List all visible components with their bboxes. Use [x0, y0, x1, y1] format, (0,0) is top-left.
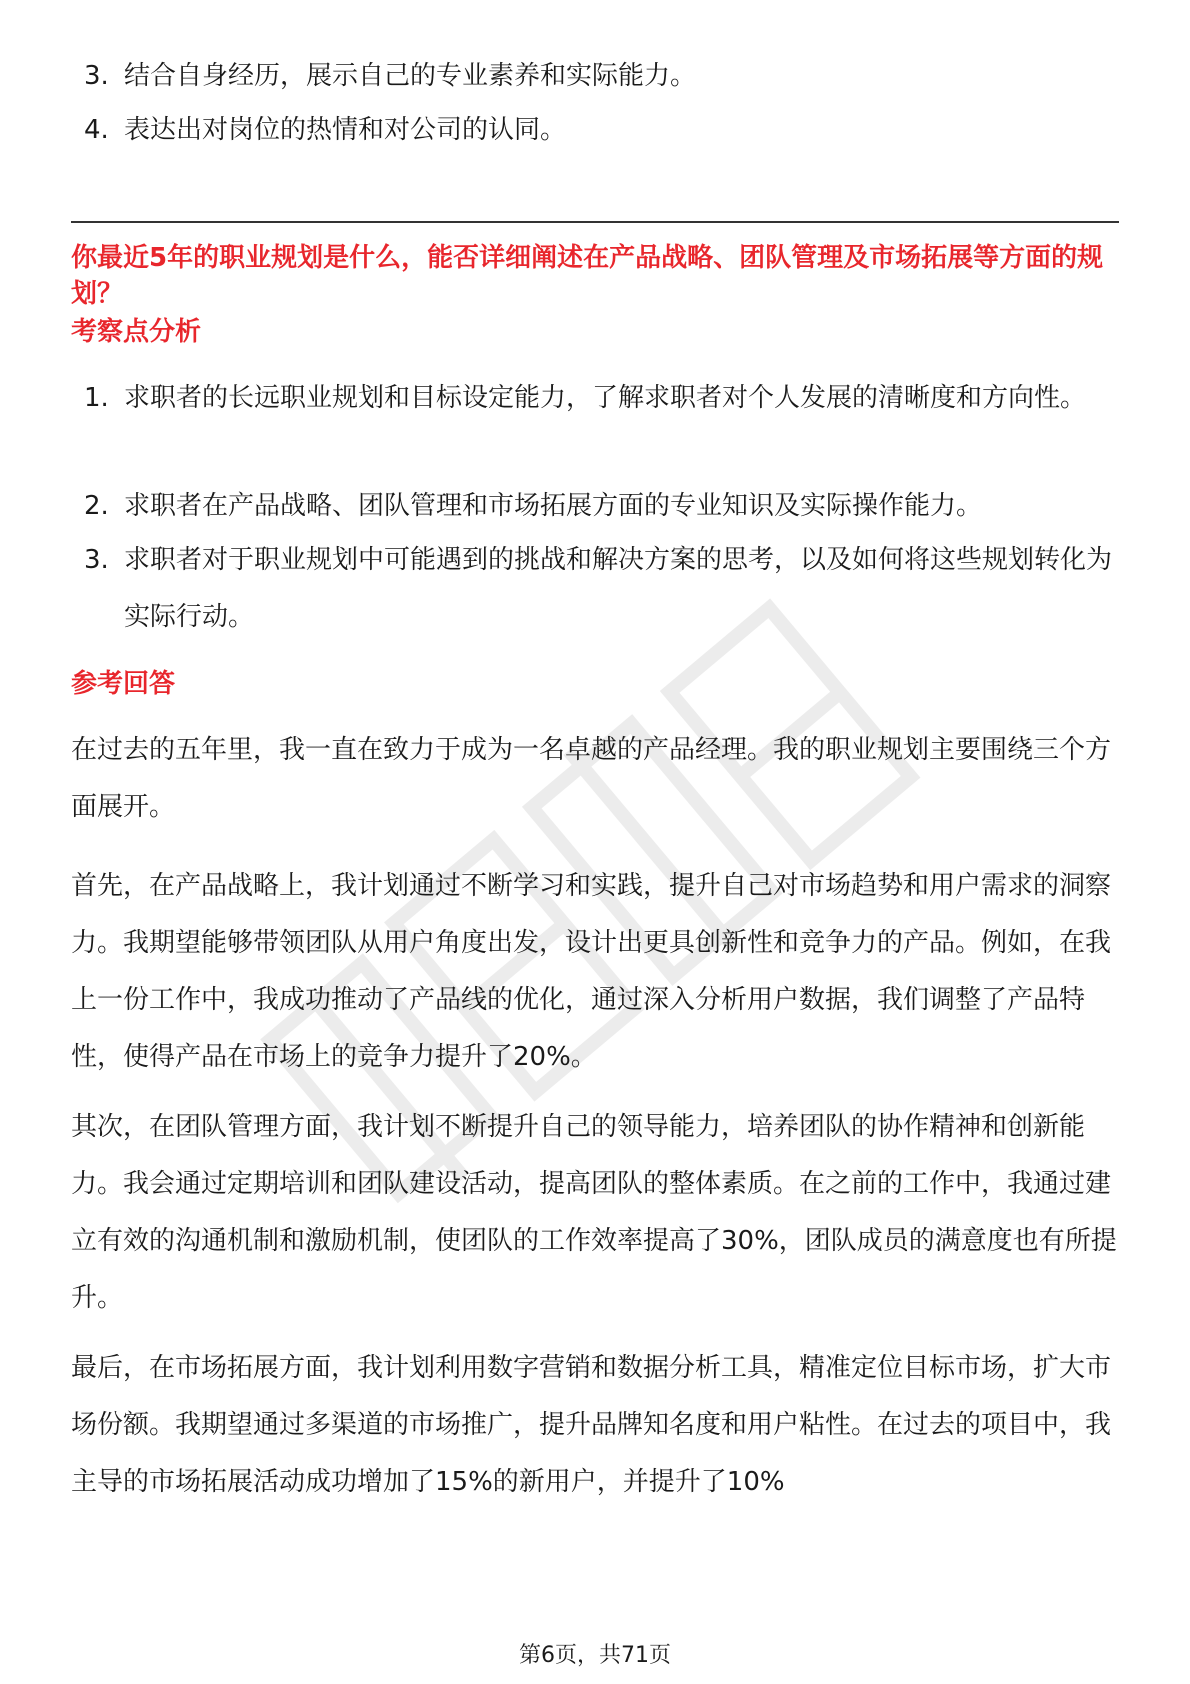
list-text: 求职者的长远职业规划和目标设定能力，了解求职者对个人发展的清晰度和方向性。: [124, 383, 1087, 413]
answer-paragraph: 其次，在团队管理方面，我计划不断提升自己的领导能力，培养团队的协作精神和创新能力。我会通过定期培训和团队建设活动，提高团队的整体素质。在之前的工作中，我通过建立有效的沟通机制和激励机制，使团队的工作效率提高了30%，团队成员的满意度也有所提升。: [71, 1112, 1117, 1313]
list-text: 表达出对岗位的热情和对公司的认同。: [124, 115, 567, 145]
list-number: 3.: [84, 61, 109, 91]
list-number: 3.: [84, 545, 109, 575]
section-divider: [71, 221, 1119, 223]
list-text: 求职者对于职业规划中可能遇到的挑战和解决方案的思考，以及如何将这些规划转化为实际行动。: [124, 545, 1113, 632]
answer-paragraph: 在过去的五年里，我一直在致力于成为一名卓越的产品经理。我的职业规划主要围绕三个方面展开。: [71, 735, 1112, 822]
list-number: 4.: [84, 115, 109, 145]
list-item: [84, 48, 1114, 105]
answer-paragraph: 最后，在市场拓展方面，我计划利用数字营销和数据分析工具，精准定位目标市场，扩大市场份额。我期望通过多渠道的市场推广，提升品牌知名度和用户粘性。在过去的项目中，我主导的市场拓展活动成功增加了15%的新用户，并提升了10%: [71, 1353, 1112, 1497]
answer-heading: 参考回答: [71, 669, 176, 699]
list-number: 2.: [84, 491, 109, 521]
list-item: [84, 532, 1114, 646]
list-text: 结合自身经历，展示自己的专业素养和实际能力。: [124, 61, 697, 91]
list-number: 1.: [84, 383, 109, 413]
answer-paragraph: 首先，在产品战略上，我计划通过不断学习和实践，提升自己对市场趋势和用户需求的洞察力。我期望能够带领团队从用户角度出发，设计出更具创新性和竞争力的产品。例如，在我上一份工作中，我成功推动了产品线的优化，通过深入分析用户数据，我们调整了产品特性，使得产品在市场上的竞争力提升了20%。: [71, 871, 1112, 1072]
list-item: [84, 478, 1114, 535]
interview-question: 你最近5年的职业规划是什么，能否详细阐述在产品战略、团队管理及市场拓展等方面的规划？: [71, 243, 1104, 309]
page-footer: 第6页，共71页: [519, 1643, 671, 1668]
list-text: 求职者在产品战略、团队管理和市场拓展方面的专业知识及实际操作能力。: [124, 491, 983, 521]
list-item: [84, 370, 1114, 427]
list-item: [84, 102, 1114, 159]
analysis-heading: 考察点分析: [71, 317, 202, 347]
